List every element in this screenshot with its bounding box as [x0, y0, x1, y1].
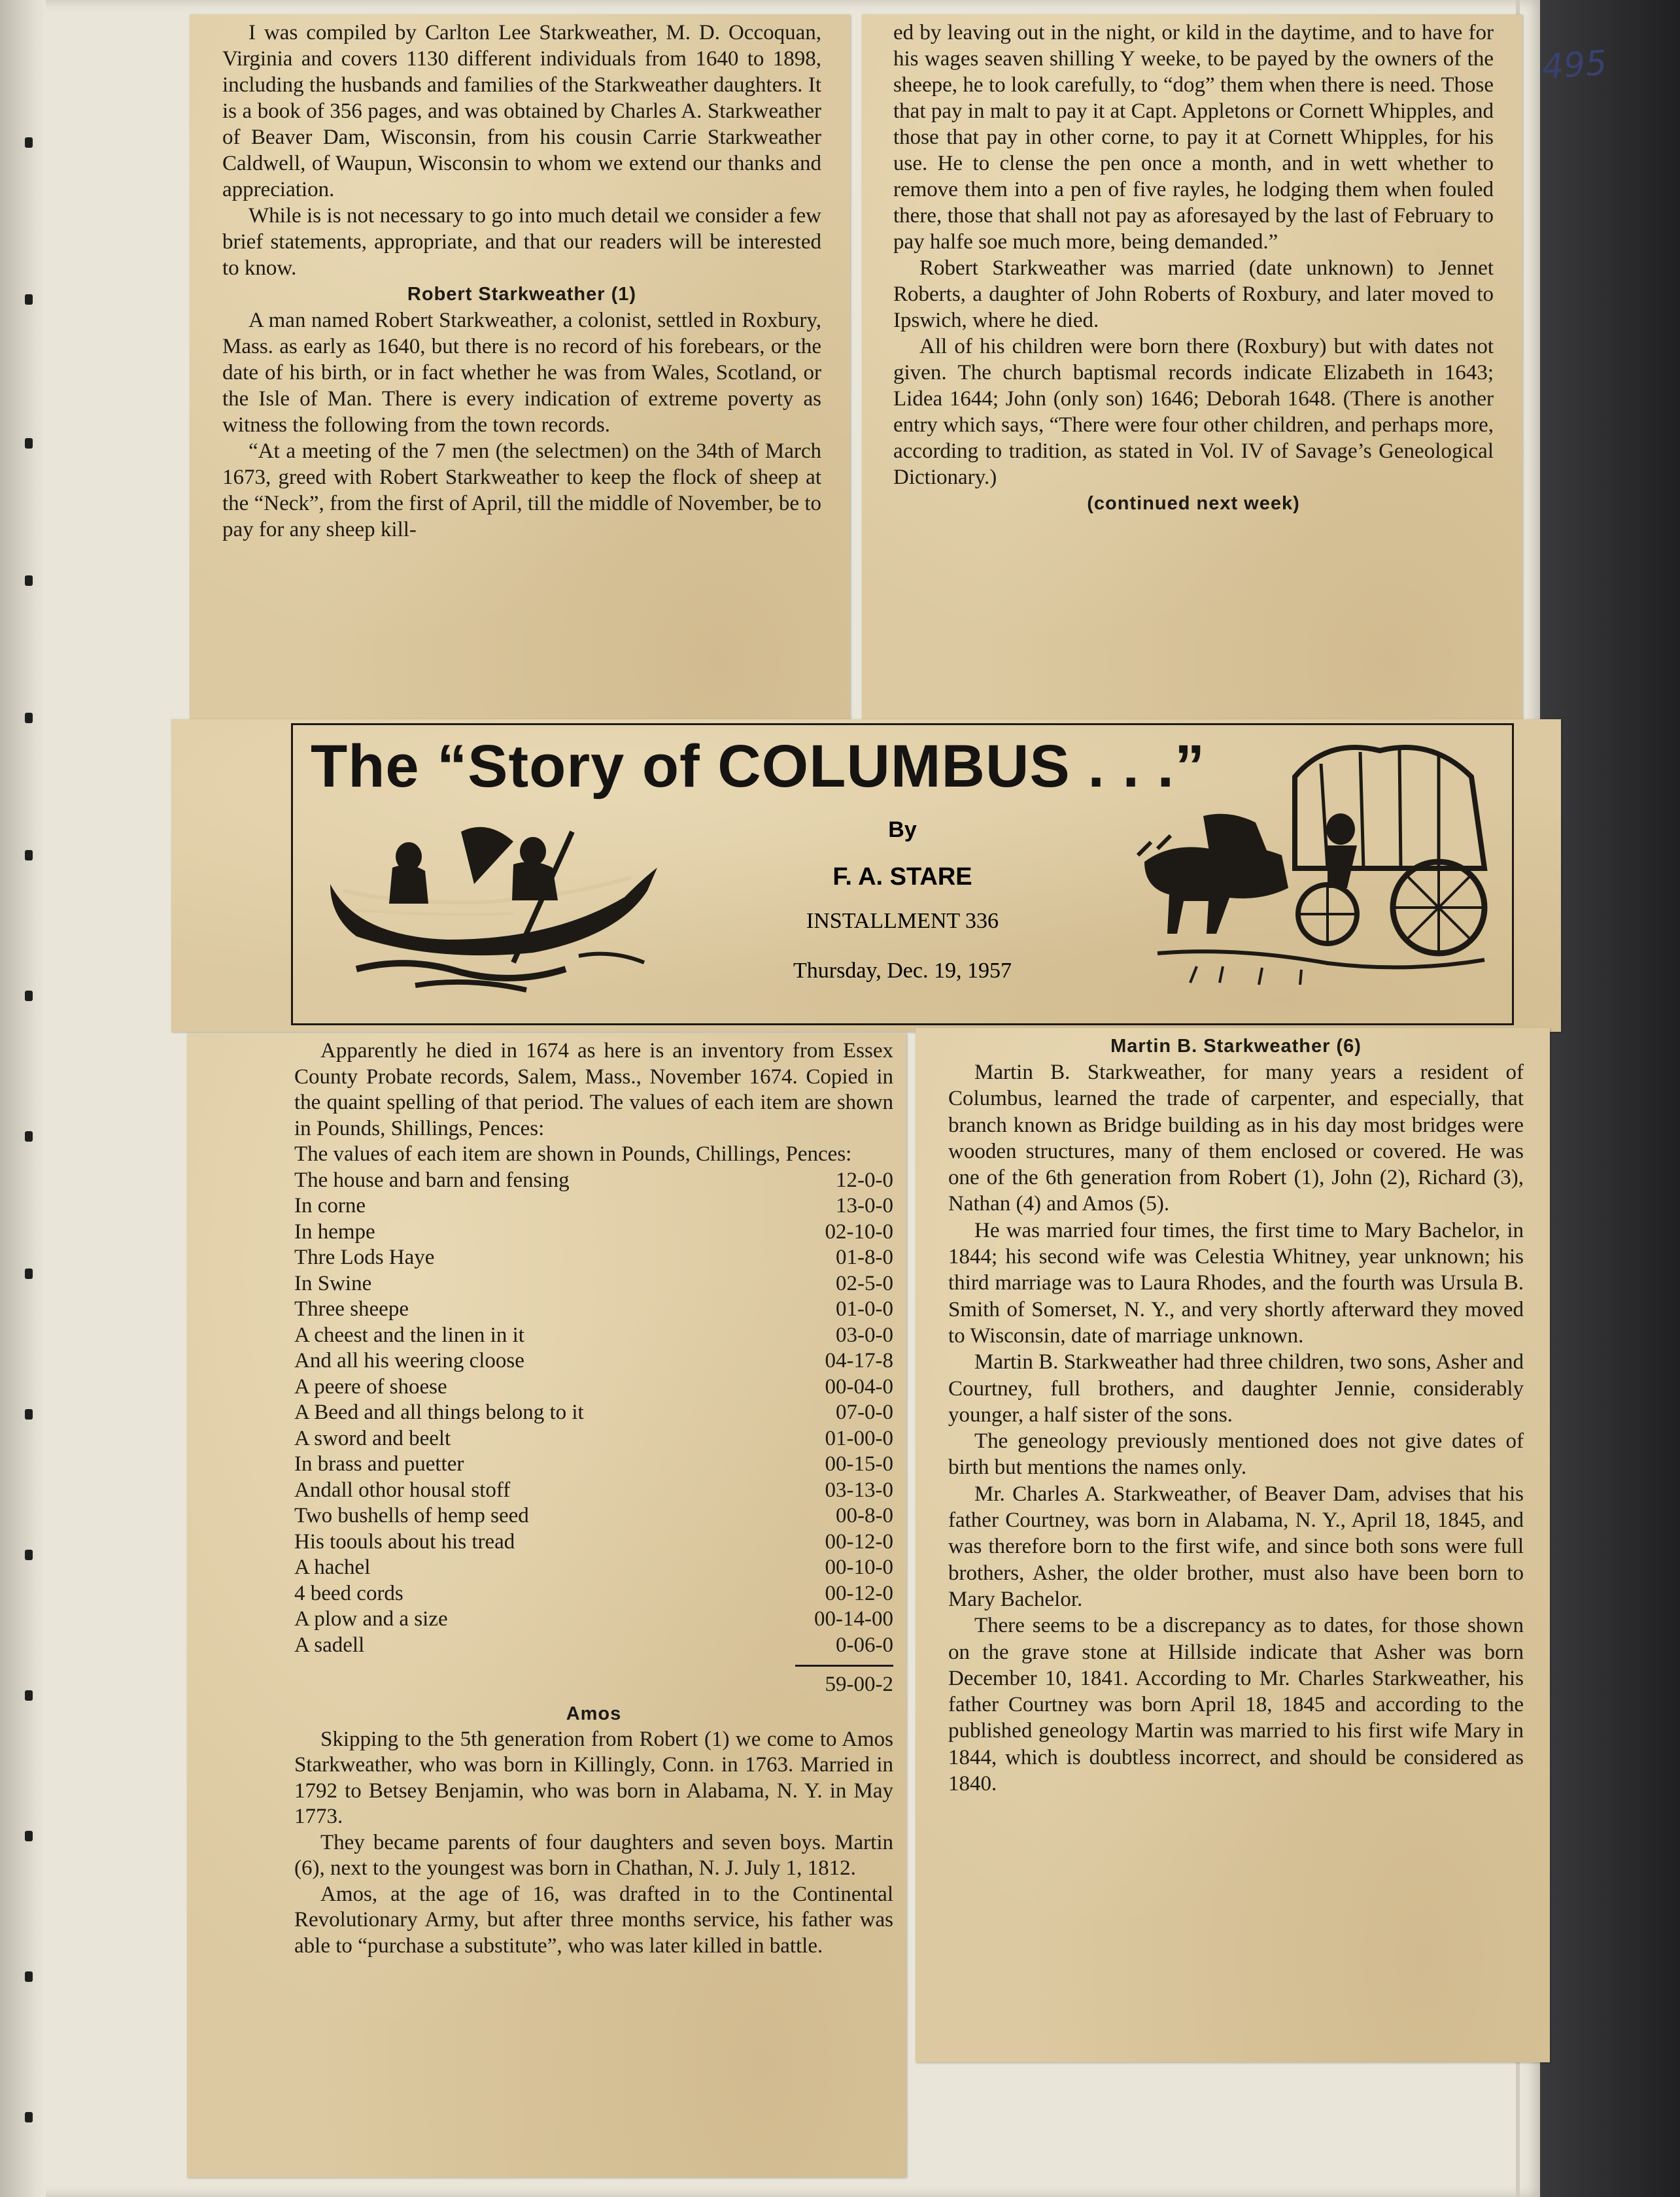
item-value: 04-17-8	[825, 1349, 893, 1372]
section-heading: Martin B. Starkweather (6)	[1110, 1036, 1362, 1057]
item-name: In brass and puetter	[294, 1452, 464, 1476]
page-number: 495	[1541, 43, 1609, 88]
item-value: 00-10-0	[825, 1556, 893, 1579]
paragraph: All of his children were born there (Roxbury) but with dates not given. The church baptismal records indicate Elizabeth in 1643; Lidea 1644; John (only son) 1646; Deborah 1648. (There is another entry which says, “There were four other children, and perhaps more, according to tradition, as stated in Vol. IV of Savage’s Geneological Dictionary.)	[893, 335, 1494, 489]
article-column	[294, 1038, 893, 1959]
clipping-bottom-right	[916, 1028, 1550, 2062]
article-column	[893, 20, 1494, 517]
binding-hole	[25, 438, 33, 449]
inventory-row	[294, 1503, 893, 1529]
album-edge	[1540, 0, 1680, 2197]
item-value: 01-0-0	[836, 1297, 893, 1321]
paragraph: ed by leaving out in the night, or kild in the daytime, and to have for his wages seaven shilling Y weeke, to be payed by the owners of the sheepe, he to look carefully, to “dog” them when there is need. Those that pay in malt to pay it at Capt. Appletons or Cornett Whipples, and those that pay in other corne, to pay it at Cornett Whipples, for his use. He to clense the pen once a month, and in wett whether to remove them into a pen of five rayles, he lodging them when fouled there, those that shall not pay as aforesayed by the last of February to pay halfe soe much more, being demanded.”	[893, 21, 1494, 254]
item-name: A peere of shoese	[294, 1374, 447, 1399]
inventory-row	[294, 1607, 893, 1633]
binding-hole	[25, 1690, 33, 1701]
item-value: 00-12-0	[825, 1529, 893, 1554]
inventory-row	[294, 1581, 893, 1607]
page-binding-shadow	[0, 0, 46, 2197]
item-value: 00-12-0	[825, 1581, 893, 1605]
binding-hole	[25, 575, 33, 586]
banner-byline: By	[888, 817, 917, 842]
covered-wagon-illustration	[1131, 738, 1498, 986]
inventory-row	[294, 1426, 893, 1452]
inventory-total-row	[294, 1672, 893, 1698]
item-value: 07-0-0	[836, 1401, 893, 1424]
inventory-total: 59-00-2	[825, 1673, 893, 1696]
inventory-row	[294, 1348, 893, 1374]
banner-title: The “Story of COLUMBUS . . .”	[311, 733, 1206, 800]
inventory-row	[294, 1529, 893, 1556]
binding-hole	[25, 2112, 33, 2122]
paragraph: I was compiled by Carlton Lee Starkweather, M. D. Occoquan, Virginia and covers 1130 different individuals from 1640 to 1898, including the husbands and families of the Starkweather daughters. It is a book of 356 pages, and was obtained by Charles A. Starkweather of Beaver Dam, Wisconsin, from his cousin Carrie Starkweather Caldwell, of Waupun, Wisconsin to whom we extend our thanks and appreciation.	[222, 21, 821, 201]
binding-hole	[25, 294, 33, 305]
paragraph: Martin B. Starkweather had three children, two sons, Asher and Courtney, full brothers, and daughter Jennie, considerably younger, a half sister of the sons.	[948, 1350, 1524, 1427]
clipping-top-left	[190, 14, 850, 734]
article-column	[948, 1033, 1524, 1797]
binding-hole	[25, 1131, 33, 1142]
inventory-row	[294, 1478, 893, 1504]
banner-installment: INSTALLMENT 336	[806, 909, 999, 933]
binding-hole	[25, 1831, 33, 1841]
inventory-row	[294, 1219, 893, 1246]
clipping-bottom-left	[187, 1033, 906, 2177]
paragraph: They became parents of four daughters and seven boys. Martin (6), next to the youngest was born in Chathan, N. J. July 1, 1812.	[294, 1830, 893, 1880]
inventory-row	[294, 1555, 893, 1581]
item-value: 00-14-00	[814, 1607, 893, 1631]
paragraph: Robert Starkweather was married (date unknown) to Jennet Roberts, a daughter of John Roberts of Roxbury, and later moved to Ipswich, where he died.	[893, 256, 1494, 332]
item-value: 0-06-0	[836, 1633, 893, 1657]
item-value: 00-04-0	[825, 1374, 893, 1399]
item-name: In Swine	[294, 1271, 372, 1295]
inventory-row	[294, 1297, 893, 1323]
inventory-row	[294, 1633, 893, 1659]
binding-hole	[25, 137, 33, 148]
item-value: 00-15-0	[825, 1452, 893, 1476]
paragraph: Martin B. Starkweather, for many years a resident of Columbus, learned the trade of carpenter, and especially, that branch known as Bridge building as in his day most bridges were wooden structures, many of them enclosed or covered. He was one of the 6th generation from Robert (1), John (2), Richard (3), Nathan (4) and Amos (5).	[948, 1061, 1524, 1216]
item-name: His toouls about his tread	[294, 1529, 515, 1554]
paragraph: There seems to be a discrepancy as to dates, for those shown on the grave stone at Hillside indicate that Asher was born December 10, 1841. According to Mr. Charles Starkweather, his father Courtney was born April 18, 1845 and according to the published geneology Martin was married to his first wife Mary in 1844, which is doubtless incorrect, and should be considered as 1840.	[948, 1614, 1524, 1796]
item-value: 13-0-0	[836, 1194, 893, 1218]
item-value: 00-8-0	[836, 1504, 893, 1527]
item-name: And all his weering cloose	[294, 1349, 524, 1372]
item-name: Two bushells of hemp seed	[294, 1504, 529, 1527]
paragraph: Skipping to the 5th generation from Robert (1) we come to Amos Starkweather, who was born in Killingly, Conn. in 1763. Married in 1792 to Betsey Benjamin, who was born in Alabama, N. Y. in May 1773.	[294, 1727, 893, 1828]
section-heading: Amos	[566, 1703, 622, 1724]
banner-date: Thursday, Dec. 19, 1957	[793, 959, 1012, 983]
item-name: A sadell	[294, 1633, 365, 1657]
item-value: 01-8-0	[836, 1246, 893, 1269]
item-value: 01-00-0	[825, 1426, 893, 1450]
item-value: 12-0-0	[836, 1168, 893, 1192]
item-name: A cheest and the linen in it	[294, 1323, 524, 1347]
inventory-row	[294, 1168, 893, 1194]
article-column	[222, 20, 821, 543]
inventory-row	[294, 1193, 893, 1219]
item-name: In corne	[294, 1194, 366, 1218]
clipping-top-right	[862, 14, 1522, 734]
total-rule	[795, 1665, 893, 1667]
binding-hole	[25, 1550, 33, 1560]
binding-hole	[25, 1409, 33, 1420]
item-name: A hachel	[294, 1556, 371, 1579]
binding-hole	[25, 1971, 33, 1982]
inventory-row	[294, 1400, 893, 1426]
item-name: Three sheepe	[294, 1297, 409, 1321]
item-name: A plow and a size	[294, 1607, 448, 1631]
paragraph: “At a meeting of the 7 men (the selectmen) on the 34th of March 1673, greed with Robert Starkweather to keep the flock of sheep at the “Neck”, from the first of April, till the middle of November, be to pay for any sheep kill-	[222, 439, 821, 541]
paragraph: Mr. Charles A. Starkweather, of Beaver Dam, advises that his father Courtney, was born in Alabama, N. Y., April 18, 1845, and was therefore born to the first wife, and since both sons were full brothers, Asher, the older brother, must also have been born to Mary Bachelor.	[948, 1482, 1524, 1611]
inventory-row	[294, 1271, 893, 1297]
inventory-row	[294, 1452, 893, 1478]
inventory-row	[294, 1374, 893, 1401]
banner-author: F. A. STARE	[832, 863, 972, 891]
paragraph: While is is not necessary to go into much detail we consider a few brief statements, appropriate, and that our readers will be interested to know.	[222, 204, 821, 280]
item-value: 03-13-0	[825, 1478, 893, 1502]
item-value: 02-5-0	[836, 1271, 893, 1295]
paragraph: A man named Robert Starkweather, a colonist, settled in Roxbury, Mass. as early as 1640, but there is no record of his forebears, or the date of his birth, or in fact whether he was from Wales, Scotland, or the Isle of Man. There is every indication of extreme poverty as witness the following from the town records.	[222, 309, 821, 437]
item-name: A sword and beelt	[294, 1426, 451, 1450]
binding-hole	[25, 850, 33, 860]
canoe-illustration	[317, 806, 683, 1002]
item-value: 02-10-0	[825, 1219, 893, 1244]
inventory-row	[294, 1323, 893, 1349]
inventory-list	[294, 1168, 893, 1698]
item-value: 03-0-0	[836, 1323, 893, 1347]
item-name: A Beed and all things belong to it	[294, 1401, 584, 1424]
item-name: 4 beed cords	[294, 1581, 403, 1605]
paragraph: Apparently he died in 1674 as here is an inventory from Essex County Probate records, Salem, Mass., November 1674. Copied in the quaint spelling of that period. The values of each item are shown in Pounds, Shillings, Pences:	[294, 1039, 893, 1140]
binding-hole	[25, 1269, 33, 1279]
paragraph: He was married four times, the first time to Mary Bachelor, in 1844; his second wife was Celestia Whitney, year unknown; his third marriage was to Laura Rhodes, and the fourth was Ursula B. Smith of Somerset, N. Y., and very shortly afterward they moved to Wisconsin, date of marriage unknown.	[948, 1218, 1524, 1348]
binding-hole	[25, 713, 33, 723]
inventory-row	[294, 1245, 893, 1271]
item-name: Thre Lods Haye	[294, 1246, 435, 1269]
paragraph: Amos, at the age of 16, was drafted in to the Continental Revolutionary Army, but after three months service, his father was able to “purchase a substitute”, who was later killed in battle.	[294, 1882, 893, 1958]
binding-hole	[25, 991, 33, 1001]
item-name: The house and barn and fensing	[294, 1168, 570, 1192]
item-name: In hempe	[294, 1219, 375, 1244]
item-name: Andall othor housal stoff	[294, 1478, 511, 1502]
paragraph: The values of each item are shown in Pounds, Chillings, Pences:	[294, 1142, 852, 1166]
paragraph: The geneology previously mentioned does not give dates of birth but mentions the names only.	[948, 1429, 1524, 1480]
section-heading: Robert Starkweather (1)	[407, 284, 637, 305]
continued-note: (continued next week)	[1087, 493, 1300, 514]
